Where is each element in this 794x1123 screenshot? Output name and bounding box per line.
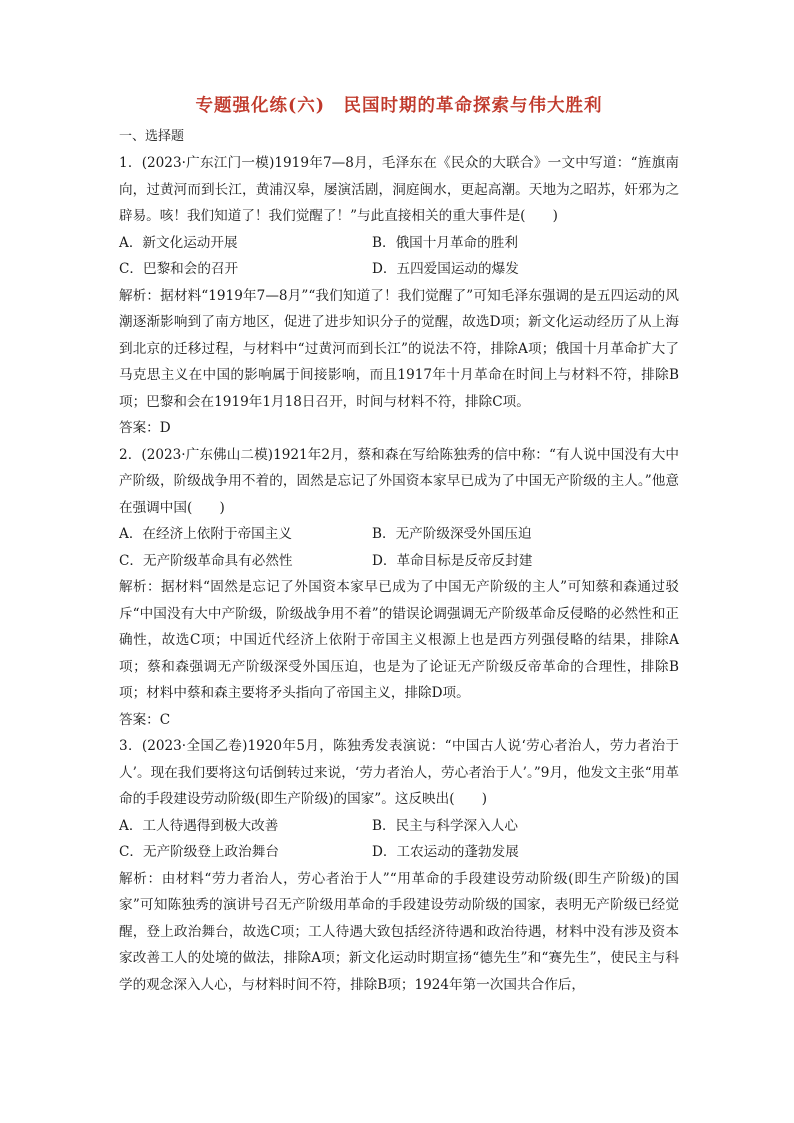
option-a: A．工人待遇得到极大改善 — [119, 817, 279, 834]
option-list — [119, 230, 679, 283]
option-d: D．五四爱国运动的爆发 — [372, 261, 519, 277]
question-stem: 2．(2023·广东佛山二模)1921年2月，蔡和森在写给陈独秀的信中称：“有人说中国没有大中产阶级，阶级战争用不着的，固然是忘记了外国资本家早已成为了中国无产阶级的主人。”他意在强调中国( ) — [119, 446, 679, 516]
option-c: C．巴黎和会的召开 — [119, 261, 239, 277]
answer-line: 答案：D — [119, 420, 171, 436]
page-title: 专题强化练(六) 民国时期的革命探索与伟大胜利 — [195, 96, 603, 116]
question-stem: 3．(2023·全国乙卷)1920年5月，陈独秀发表演说：“中国古人说‘劳心者治人，劳力者治于人’。现在我们要将这句话倒转过来说，‘劳力者治人，劳心者治于人’。”9月，他发文主张“用革命的手段建设劳动阶级(即生产阶级)的国家”。这反映出( ) — [119, 738, 679, 807]
section-heading: 一、选择题 — [119, 129, 185, 144]
analysis-text: 解析：据材料“固然是忘记了外国资本家早已成为了中国无产阶级的主人”可知蔡和森通过驳斥“中国没有大中产阶级，阶级战争用不着”的错误论调强调无产阶级革命反侵略的必然性和正确性，故选C项；中国近代经济上依附于帝国主义根源上也是西方列强侵略的结果，排除A项；蔡和森强调无产阶级深受外国压迫，也是为了论证无产阶级反帝革命的合理性，排除B项；材料中蔡和森主要将矛头指向了帝国主义，排除D项。 — [119, 579, 679, 701]
option-b: B．俄国十月革命的胜利 — [372, 234, 518, 251]
question-3 — [119, 733, 679, 998]
option-b: B．无产阶级深受外国压迫 — [372, 526, 532, 542]
answer-line: 答案：C — [119, 711, 171, 728]
option-a: A．新文化运动开展 — [119, 234, 238, 251]
analysis-text: 解析：据材料“1919年7—8月”“我们知道了！我们觉醒了”可知毛泽东强调的是五四运动的风潮逐渐影响到了南方地区，促进了进步知识分子的觉醒，故选D项；新文化运动经历了从上海到北京的迁移过程，与材料中“过黄河而到长江”的说法不符，排除A项；俄国十月革命扩大了马克思主义在中国的影响属于间接影响，而且1917年十月革命在时间上与材料不符，排除B项；巴黎和会在1919年1月18日召开，时间与材料不符，排除C项。 — [119, 287, 679, 410]
option-c: C．无产阶级登上政治舞台 — [119, 844, 279, 860]
option-b: B．民主与科学深入人心 — [372, 817, 518, 834]
option-list — [119, 521, 679, 574]
option-d: D．革命目标是反帝反封建 — [372, 552, 533, 569]
analysis-text: 解析：由材料“劳力者治人，劳心者治于人”“用革命的手段建设劳动阶级(即生产阶级)的国家”可知陈独秀的演讲号召无产阶级用革命的手段建设劳动阶级的国家，表明无产阶级已经觉醒，登上政治舞台，故选C项；工人待遇大致包括经济待遇和政治待遇，材料中没有涉及资本家改善工人的处境的做法，排除A项；新文化运动时期宣扬“德先生”和“赛先生”，使民主与科学的观念深入人心，与材料时间不符，排除B项；1924年第一次国共合作后， — [119, 870, 679, 993]
question-1 — [119, 150, 679, 442]
option-a: A．在经济上依附于帝国主义 — [119, 526, 292, 542]
document-page — [119, 92, 679, 998]
question-2 — [119, 442, 679, 734]
question-stem: 1．(2023·广东江门一模)1919年7—8月，毛泽东在《民众的大联合》一文中写道：“旌旗南向，过黄河而到长江，黄浦汉皋，屡演活剧，洞庭闽水，更起高潮。天地为之昭苏，奸邪为之辟易。咳！我们知道了！我们觉醒了！”与此直接相关的重大事件是( ) — [119, 155, 679, 224]
option-c: C．无产阶级革命具有必然性 — [119, 552, 293, 569]
option-d: D．工农运动的蓬勃发展 — [372, 844, 519, 860]
option-list — [119, 813, 679, 866]
